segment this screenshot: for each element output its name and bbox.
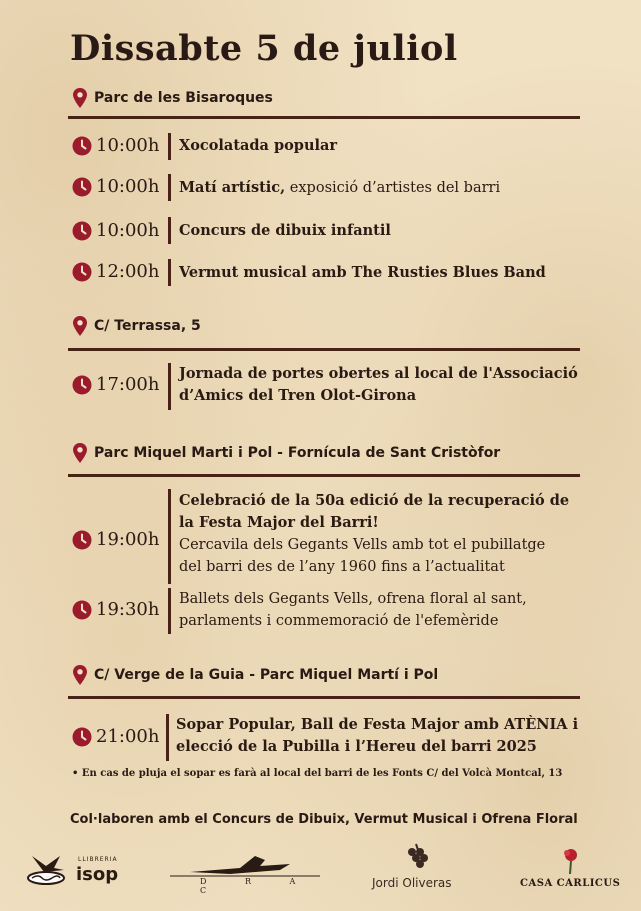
event-time: 12:00h: [96, 261, 160, 282]
event-separator: [168, 363, 171, 410]
clock-icon: [72, 727, 92, 747]
event-title: Vermut musical amb The Rusties Blues Band: [179, 264, 546, 281]
location-header: [72, 314, 201, 338]
event-title: Xocolatada popular: [179, 137, 338, 154]
event-separator: [168, 489, 171, 584]
event-description: [179, 135, 337, 157]
event-row: [72, 176, 164, 197]
clock-icon: [72, 600, 92, 620]
event-desc-line: Ballets dels Gegants Vells, ofrena floral al sant,: [179, 591, 527, 607]
event-description: [176, 714, 578, 758]
event-description: [179, 177, 500, 199]
clock-icon: [72, 177, 92, 197]
carnation-icon: [556, 846, 586, 874]
event-row: [72, 599, 164, 620]
event-time: 19:30h: [96, 599, 160, 620]
divider: [68, 116, 580, 119]
isop-logo: [24, 852, 124, 892]
location-name: C/ Verge de la Guia - Parc Miquel Martí i Pol: [94, 667, 439, 683]
map-pin-icon: [72, 442, 88, 464]
casa-label: CASA CARLICUS: [520, 878, 621, 889]
event-desc: exposició d’artistes del barri: [285, 180, 501, 196]
event-description: [179, 262, 546, 284]
event-description: [179, 220, 391, 242]
clock-icon: [72, 530, 92, 550]
event-time: 10:00h: [96, 220, 160, 241]
event-separator: [168, 259, 171, 286]
event-row: [72, 135, 164, 156]
event-description: [179, 588, 527, 632]
isop-label: isop: [76, 864, 119, 885]
location-name: C/ Terrassa, 5: [94, 318, 201, 334]
event-title-line: la Festa Major del Barri!: [179, 514, 379, 531]
rain-note: • En cas de pluja el sopar es farà al local del barri de les Fonts C/ del Volcà Montcal, 13: [72, 768, 563, 779]
clock-icon: [72, 221, 92, 241]
event-row: [72, 374, 164, 395]
event-time: 21:00h: [96, 726, 160, 747]
divider: [68, 474, 580, 477]
event-title-line: Jornada de portes obertes al local de l'Associació: [179, 365, 578, 382]
map-pin-icon: [72, 87, 88, 109]
event-desc-line: Cercavila dels Gegants Vells amb tot el pubillatge: [179, 537, 546, 553]
jordi-label: Jordi Oliveras: [372, 876, 452, 890]
event-time: 17:00h: [96, 374, 160, 395]
map-pin-icon: [72, 315, 88, 337]
event-title-line: Celebració de la 50a edició de la recuperació de: [179, 492, 570, 509]
event-separator: [168, 133, 171, 160]
isop-small-label: LLIBRERIA: [78, 856, 118, 863]
event-title-line: d’Amics del Tren Olot-Girona: [179, 387, 417, 404]
dragon-icon: [170, 850, 320, 880]
location-header: [72, 441, 500, 465]
drac-logo: [170, 850, 320, 895]
divider: [68, 348, 580, 351]
location-header: [72, 86, 273, 110]
event-desc-line: parlaments i commemoració de l'efemèride: [179, 613, 499, 629]
location-header: [72, 663, 438, 687]
event-separator: [168, 217, 171, 244]
event-title-line: Sopar Popular, Ball de Festa Major amb ATÈNIA i: [176, 716, 579, 733]
event-title: Matí artístic,: [179, 179, 286, 196]
location-name: Parc de les Bisaroques: [94, 90, 273, 106]
event-title: Concurs de dibuix infantil: [179, 222, 391, 239]
jordi-oliveras-logo: [370, 842, 470, 892]
map-pin-icon: [72, 664, 88, 686]
event-separator: [168, 174, 171, 201]
event-time: 10:00h: [96, 176, 160, 197]
grapes-icon: [398, 842, 438, 872]
page-title: Dissabte 5 de juliol: [70, 28, 458, 69]
event-row: [72, 529, 164, 550]
event-description: [179, 490, 569, 578]
event-time: 19:00h: [96, 529, 160, 550]
divider: [68, 696, 580, 699]
event-row: [72, 220, 164, 241]
event-row: [72, 726, 164, 747]
event-row: [72, 261, 164, 282]
event-description: [179, 363, 578, 407]
event-separator: [168, 588, 171, 634]
collaborators-text: Col·laboren amb el Concurs de Dibuix, Vermut Musical i Ofrena Floral: [70, 812, 578, 827]
event-title-line: elecció de la Pubilla i l’Hereu del barri 2025: [176, 738, 537, 755]
event-separator: [166, 714, 169, 761]
isop-figure-icon: [24, 852, 74, 888]
drac-label: D R A C: [200, 877, 314, 895]
event-desc-line: del barri des de l’any 1960 fins a l’actualitat: [179, 559, 505, 575]
location-name: Parc Miquel Marti i Pol - Fornícula de Sant Cristòfor: [94, 445, 501, 461]
clock-icon: [72, 136, 92, 156]
clock-icon: [72, 375, 92, 395]
casa-carlicus-logo: [520, 846, 620, 892]
clock-icon: [72, 262, 92, 282]
event-time: 10:00h: [96, 135, 160, 156]
